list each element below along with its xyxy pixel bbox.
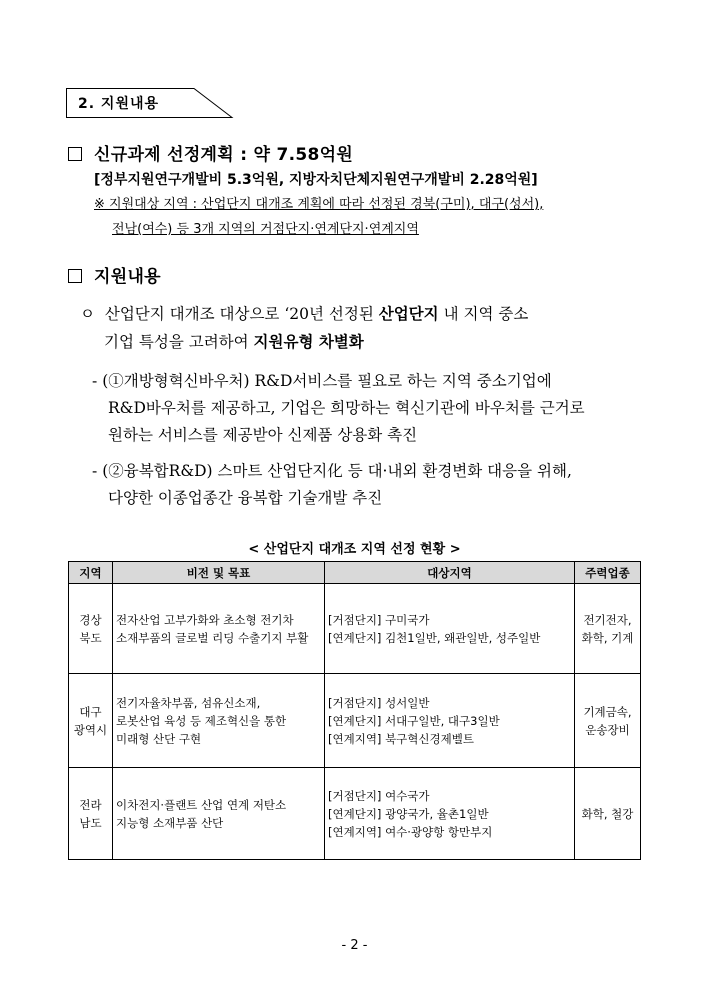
industry-cell: 전기전자, 화학, 기계 [575, 584, 641, 674]
new-projects-heading: 신규과제 선정계획 : 약 7.58억원 [68, 140, 353, 165]
region-selection-table [68, 561, 641, 860]
header-industry: 주력업종 [575, 562, 641, 584]
section-tab [66, 88, 236, 118]
target-cell: [거점단지] 성서일반 [연계단지] 서대구일반, 대구3일반 [연계지역] 북구혁신경제벨트 [325, 674, 575, 768]
section-title: 2. 지원내용 [78, 96, 160, 112]
vision-cell: 이차전지·플랜트 산업 연계 저탄소 지능형 소재부품 산단 [113, 768, 325, 860]
industry-cell: 기계금속, 운송장비 [575, 674, 641, 768]
target-cell: [거점단지] 여수국가 [연계단지] 광양국가, 율촌1일반 [연계지역] 여수·광양항 항만부지 [325, 768, 575, 860]
vision-cell: 전기자율차부품, 섬유신소재, 로봇산업 육성 등 제조혁신을 통한 미래형 산단 구현 [113, 674, 325, 768]
target-cell: [거점단지] 구미국가 [연계단지] 김천1일반, 왜관일반, 성주일반 [325, 584, 575, 674]
vision-cell: 전자산업 고부가화와 초소형 전기차 소재부품의 글로벌 리딩 수출기지 부활 [113, 584, 325, 674]
support-heading: 지원내용 [68, 262, 161, 287]
region-cell: 경상 북도 [69, 584, 113, 674]
bullet-open-voucher: - (①개방형혁신바우처) R&D서비스를 필요로 하는 지역 중소기업에 R&D바우처를 제공하고, 기업은 희망하는 혁신기관에 바우처를 근거로 원하는 서비스를 제공받아 신제품 상용화 촉진 [92, 372, 585, 444]
header-target: 대상지역 [325, 562, 575, 584]
bullet-convergence-rnd: - (②융복합R&D) 스마트 산업단지化 등 대·내외 환경변화 대응을 위해, 다양한 이종업종간 융복합 기술개발 추진 [92, 462, 572, 507]
table-row [69, 674, 641, 768]
circle-bullet-icon: ㅇ [80, 305, 95, 323]
region-cell: 전라 남도 [69, 768, 113, 860]
dash-bullet: - [92, 372, 98, 390]
table-row [69, 584, 641, 674]
dash-bullet: - [92, 462, 98, 480]
table-header-row [69, 562, 641, 584]
budget-detail: [정부지원연구개발비 5.3억원, 지방자치단체지원연구개발비 2.28억원] [94, 172, 538, 188]
page-number: - 2 - [341, 938, 368, 953]
header-region: 지역 [69, 562, 113, 584]
table-row [69, 768, 641, 860]
note-line-2: 전남(여수) 등 3개 지역의 거점단지·연계단지·연계지역 [112, 222, 419, 237]
region-cell: 대구 광역시 [69, 674, 113, 768]
checkbox-square-icon [68, 147, 82, 161]
checkbox-square-icon [68, 269, 82, 283]
industry-cell: 화학, 철강 [575, 768, 641, 860]
header-vision: 비전 및 목표 [113, 562, 325, 584]
note-line-1: ※ 지원대상 지역 : 산업단지 대개조 계획에 따라 선정된 경북(구미), 대구(성서), [94, 197, 544, 212]
table-caption: < 산업단지 대개조 지역 선정 현황 > [248, 542, 461, 557]
support-paragraph: ㅇ 산업단지 대개조 대상으로 ‘20년 선정된 산업단지 내 지역 중소 기업 특성을 고려하여 지원유형 차별화 [80, 304, 529, 351]
